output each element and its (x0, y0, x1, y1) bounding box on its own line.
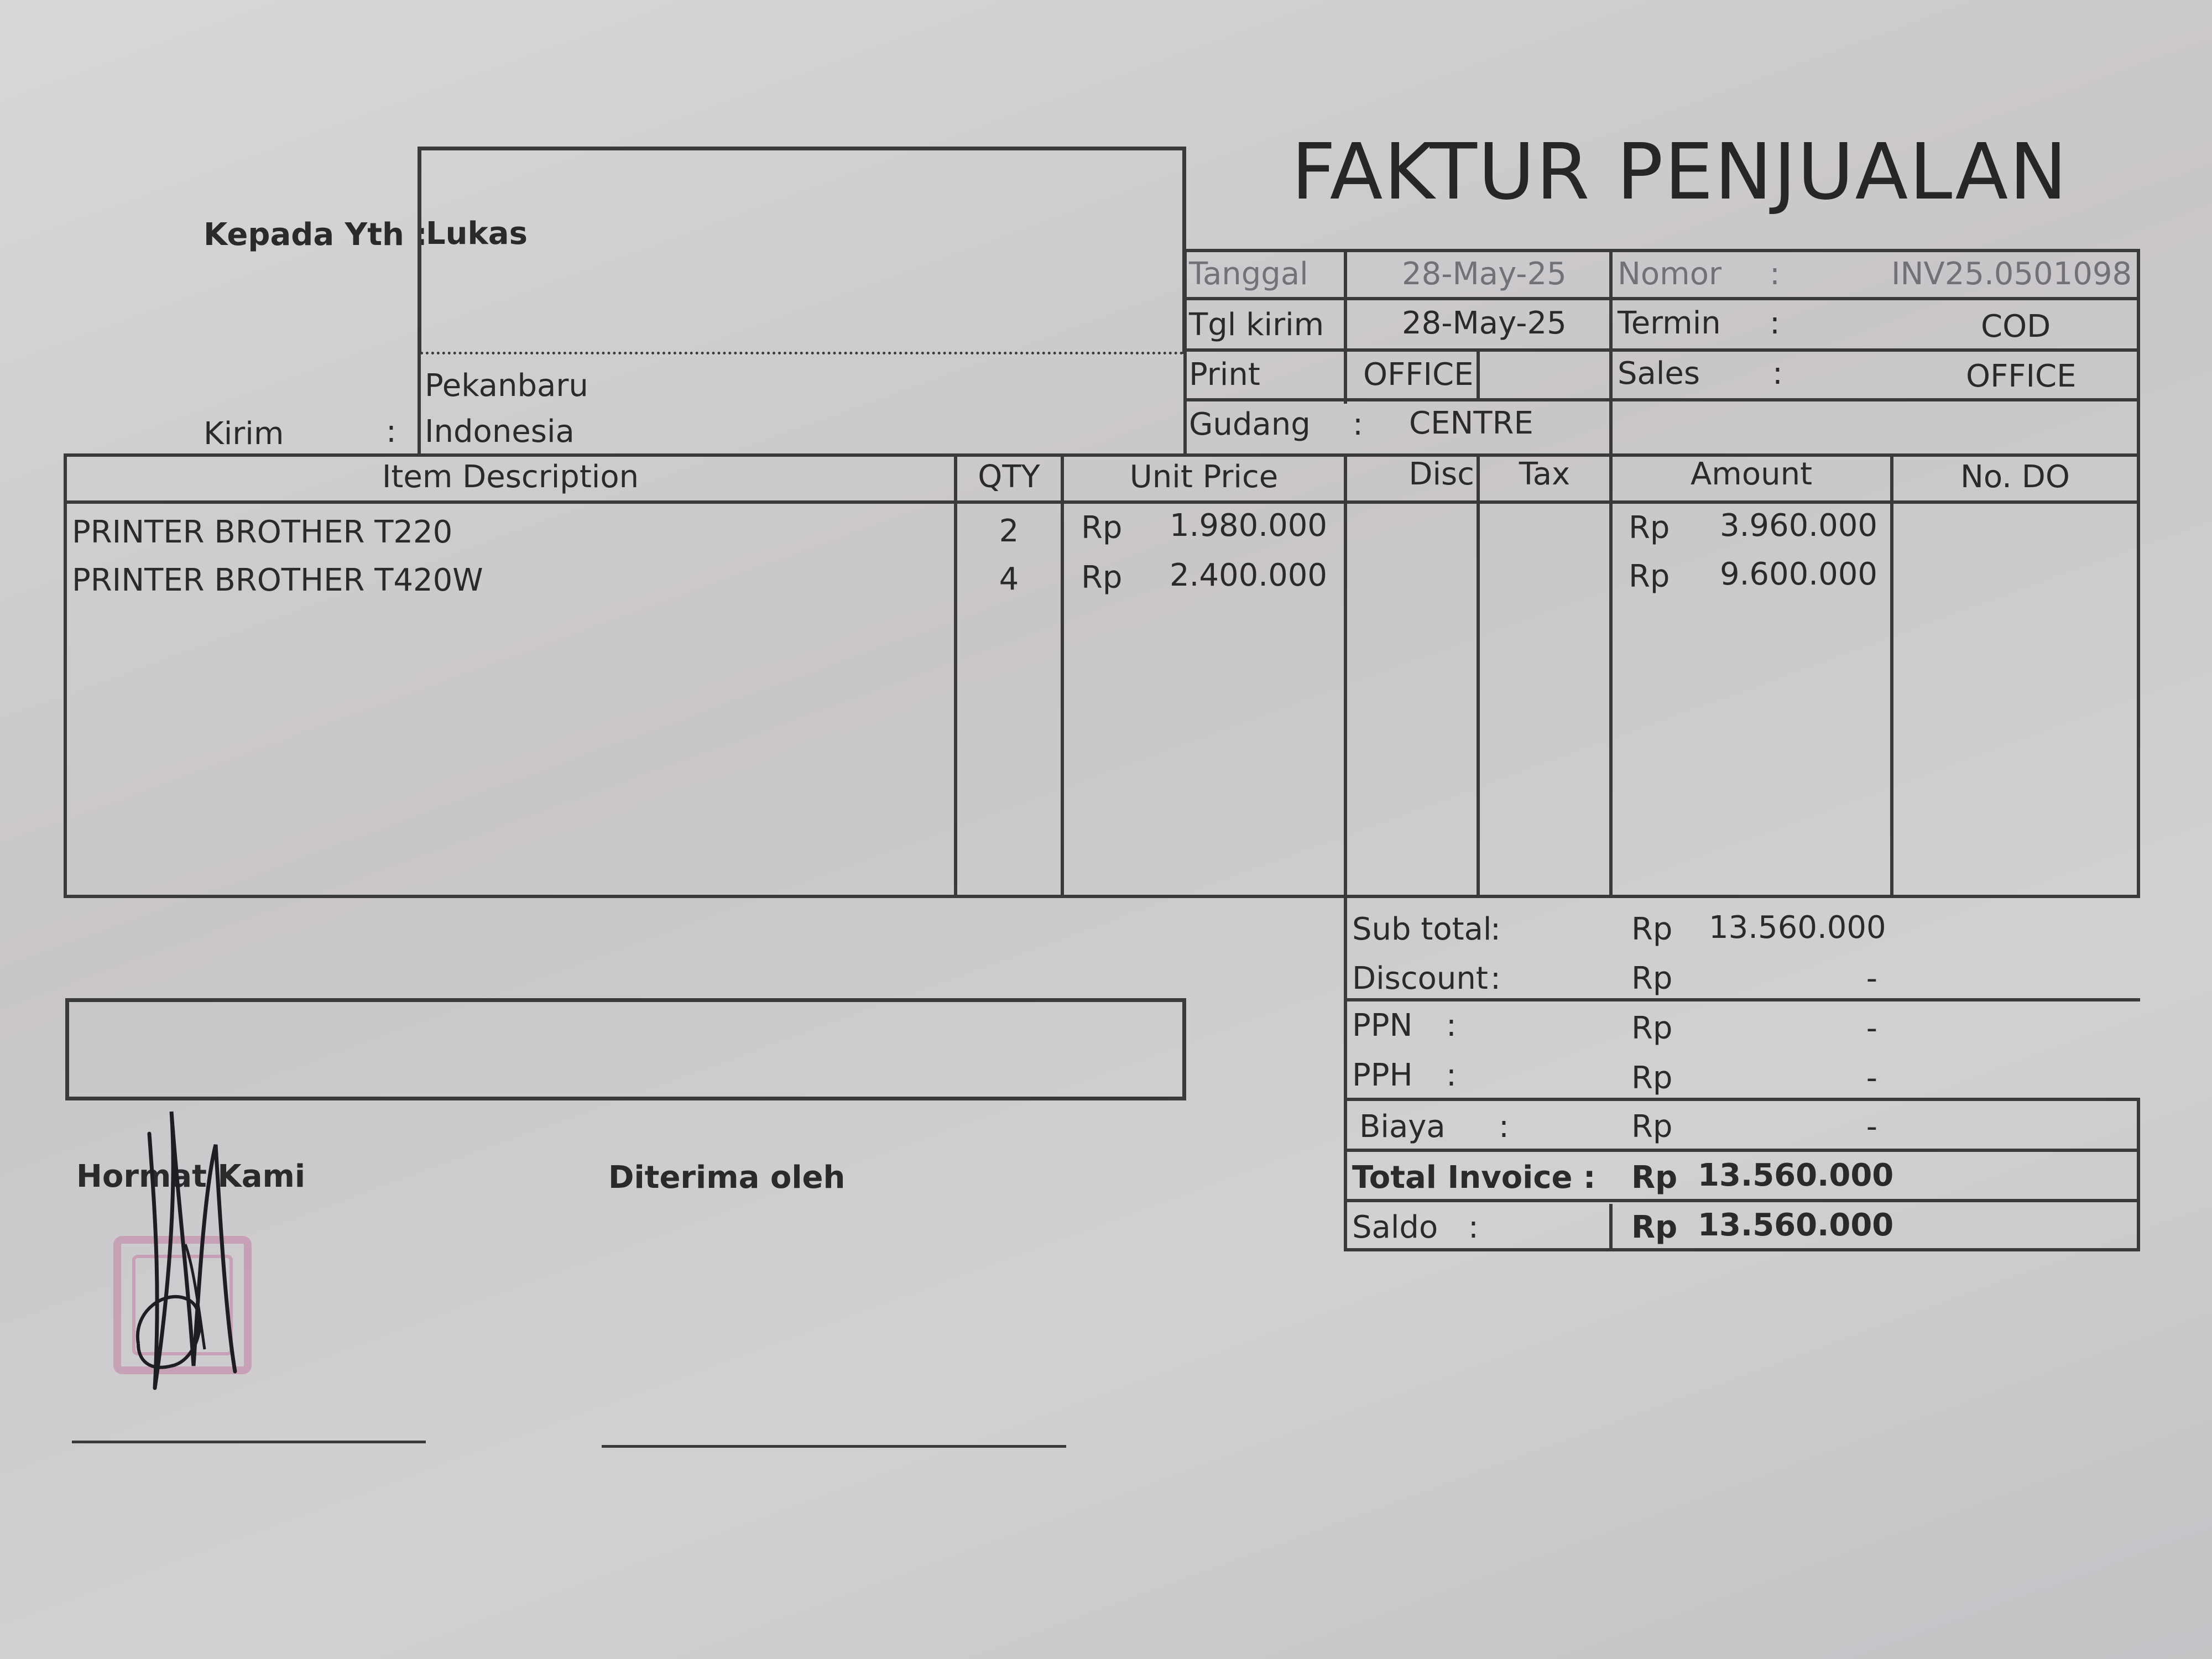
ship-colon: : (386, 414, 397, 450)
sales-value: OFFICE (1966, 358, 2077, 394)
diterima-oleh-label: Diterima oleh (608, 1160, 846, 1196)
termin-value: COD (1981, 309, 2051, 345)
th-disc: Disc (1408, 456, 1474, 492)
tanggal-label: Tanggal (1189, 256, 1308, 292)
discount-label: Discount (1352, 961, 1488, 997)
totals-line-2 (1344, 1098, 2140, 1101)
th-amount: Amount (1690, 456, 1813, 492)
biaya-currency: Rp (1631, 1109, 1673, 1145)
col-line-2 (1061, 453, 1064, 898)
subtotal-currency: Rp (1631, 911, 1673, 947)
th-no-do: No. DO (1960, 459, 2070, 495)
discount-colon: : (1490, 961, 1501, 997)
ppn-colon: : (1446, 1008, 1457, 1044)
customer-country: Indonesia (425, 414, 575, 450)
subtotal-value: 13.560.000 (1709, 910, 1886, 946)
sales-label: Sales (1618, 356, 1700, 392)
notes-box (65, 998, 1186, 1100)
hormat-kami-label: Hormat Kami (76, 1159, 306, 1194)
totals-right-border (2137, 1098, 2140, 1251)
total-invoice-currency: Rp (1631, 1160, 1678, 1196)
nomor-value: INV25.0501098 (1891, 256, 2132, 292)
tanggal-value: 28-May-25 (1402, 256, 1567, 292)
print-value: OFFICE (1363, 357, 1474, 393)
col-line-3 (1344, 453, 1347, 898)
termin-label: Termin (1618, 305, 1721, 341)
totals-left-border (1344, 895, 1347, 1251)
row-2-amount: 9.600.000 (1719, 556, 1877, 592)
customer-left-border (418, 354, 421, 453)
ppn-value: - (1866, 1010, 1877, 1046)
col-line-0 (64, 453, 67, 898)
print-label: Print (1189, 357, 1260, 393)
info-line-4 (1183, 398, 2140, 401)
row-1-unit-price: 1.980.000 (1169, 508, 1327, 544)
col-line-6 (1890, 453, 1893, 898)
row-2-amount-currency: Rp (1629, 559, 1670, 594)
discount-value: - (1866, 961, 1877, 997)
nomor-colon: : (1770, 256, 1780, 292)
gudang-colon: : (1353, 406, 1363, 442)
pph-colon: : (1446, 1057, 1457, 1093)
row-1-amount: 3.960.000 (1719, 508, 1877, 544)
pph-value: - (1866, 1060, 1877, 1096)
customer-box (418, 147, 1186, 354)
pph-currency: Rp (1631, 1060, 1673, 1096)
th-unit-price: Unit Price (1129, 459, 1279, 495)
invoice-title: FAKTUR PENJUALAN (1291, 127, 2068, 217)
subtotal-label: Sub total (1352, 911, 1492, 947)
saldo-label: Saldo (1352, 1209, 1438, 1245)
ship-label: Kirim (204, 416, 284, 452)
table-bottom-line (64, 895, 2140, 898)
info-vline-1 (1183, 249, 1187, 453)
tgl-kirim-value: 28-May-25 (1402, 305, 1567, 341)
info-line-1 (1183, 249, 2140, 252)
customer-divider (420, 352, 1183, 354)
saldo-currency: Rp (1631, 1209, 1678, 1245)
info-vline-4 (1609, 249, 1613, 453)
total-invoice-value: 13.560.000 (1698, 1157, 1894, 1193)
ppn-currency: Rp (1631, 1010, 1673, 1046)
totals-line-5 (1344, 1248, 2140, 1251)
gudang-value: CENTRE (1409, 405, 1533, 441)
subtotal-colon: : (1490, 911, 1501, 947)
ppn-label: PPN (1352, 1008, 1413, 1044)
info-line-3 (1183, 348, 2140, 352)
total-invoice-label: Total Invoice : (1352, 1160, 1596, 1196)
signature-line-receiver (602, 1445, 1066, 1448)
row-1-description: PRINTER BROTHER T220 (72, 514, 453, 550)
row-2-unit-currency: Rp (1081, 560, 1123, 596)
info-line-2 (1183, 297, 2140, 300)
th-tax: Tax (1519, 456, 1571, 492)
info-vline-3 (1477, 348, 1480, 398)
saldo-value: 13.560.000 (1698, 1207, 1894, 1243)
totals-line-3 (1344, 1149, 2140, 1152)
saldo-colon: : (1468, 1209, 1479, 1245)
discount-currency: Rp (1631, 961, 1673, 997)
pph-label: PPH (1352, 1057, 1413, 1093)
row-2-qty: 4 (999, 561, 1019, 597)
customer-city: Pekanbaru (425, 368, 588, 404)
tgl-kirim-label: Tgl kirim (1189, 307, 1324, 343)
info-vline-right (2137, 249, 2140, 896)
gudang-label: Gudang (1189, 406, 1311, 442)
sales-colon: : (1772, 356, 1783, 392)
saldo-divider (1609, 1204, 1613, 1251)
info-vline-2 (1344, 249, 1347, 404)
th-item-description: Item Description (382, 459, 639, 495)
col-line-5 (1609, 453, 1613, 898)
signature-line-sender (72, 1441, 426, 1443)
nomor-label: Nomor (1618, 256, 1721, 292)
row-2-description: PRINTER BROTHER T420W (72, 562, 483, 598)
to-label: Kepada Yth : (204, 217, 427, 253)
totals-line-1 (1344, 998, 2140, 1001)
termin-colon: : (1770, 305, 1780, 341)
table-header-line (64, 500, 2140, 504)
th-qty: QTY (978, 459, 1040, 495)
row-1-amount-currency: Rp (1629, 510, 1670, 546)
customer-name: Lukas (426, 216, 528, 252)
col-line-4 (1477, 453, 1480, 898)
totals-line-4 (1344, 1199, 2140, 1202)
row-1-unit-currency: Rp (1081, 510, 1123, 546)
biaya-value: - (1866, 1109, 1877, 1145)
biaya-label: Biaya (1359, 1109, 1446, 1145)
biaya-colon: : (1499, 1109, 1509, 1145)
row-1-qty: 2 (999, 513, 1019, 549)
signature-scribble (116, 1100, 260, 1416)
row-2-unit-price: 2.400.000 (1169, 557, 1327, 593)
